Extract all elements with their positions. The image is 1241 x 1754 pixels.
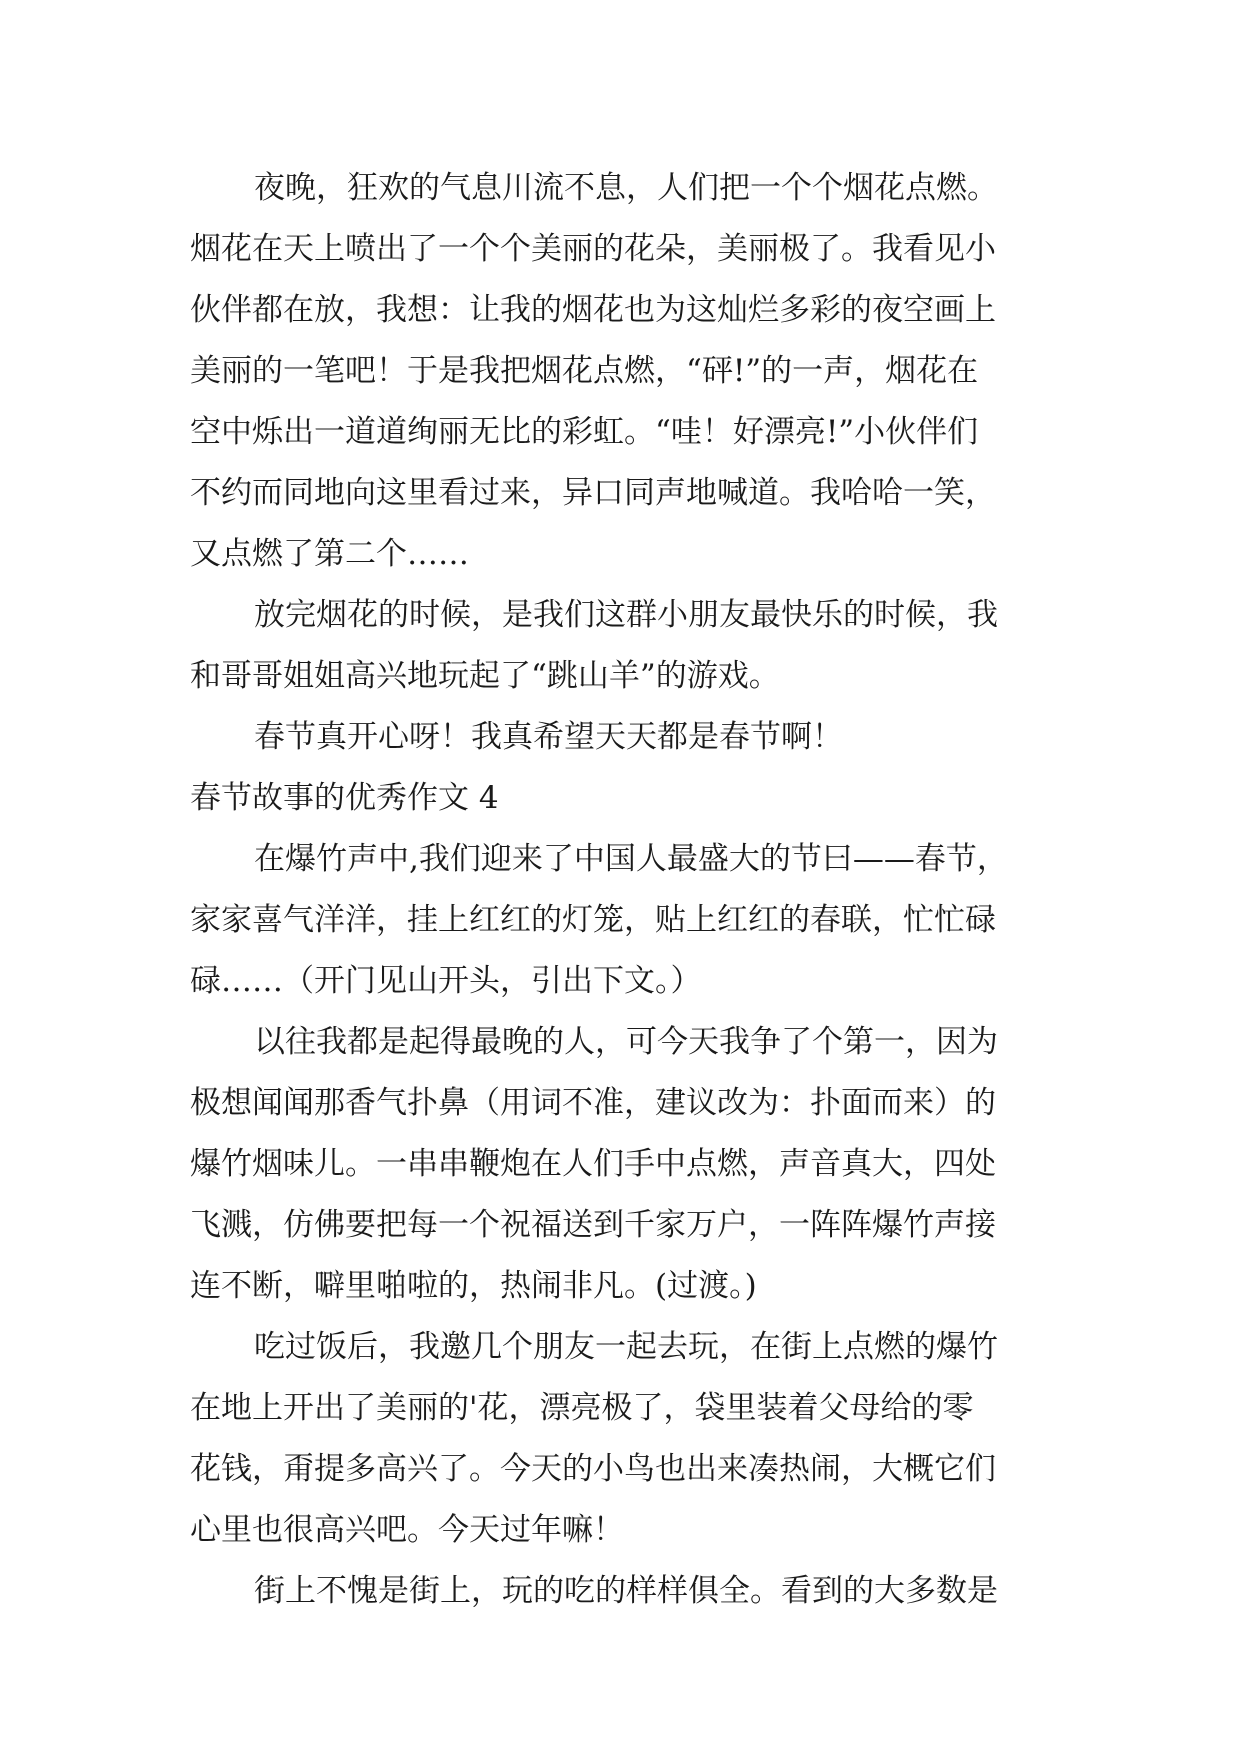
text-line: 夜晚，狂欢的气息川流不息，人们把一个个烟花点燃。 bbox=[254, 170, 998, 206]
text-line: 伙伴都在放，我想：让我的烟花也为这灿烂多彩的夜空画上 bbox=[190, 292, 996, 328]
text-line: 在爆竹声中,我们迎来了中国人最盛大的节曰——春节， bbox=[254, 841, 1008, 877]
text-line: 心里也很高兴吧。今天过年嘛！ bbox=[190, 1512, 624, 1548]
text-line: 放完烟花的时候，是我们这群小朋友最快乐的时候，我 bbox=[254, 597, 998, 633]
text-line: 爆竹烟味儿。一串串鞭炮在人们手中点燃，声音真大，四处 bbox=[190, 1146, 996, 1182]
document-body bbox=[190, 158, 1050, 1622]
text-line: 花钱，甭提多高兴了。今天的小鸟也出来凑热闹，大概它们 bbox=[190, 1451, 996, 1487]
text-line: 极想闻闻那香气扑鼻（用词不准，建议改为：扑面而来）的 bbox=[190, 1085, 996, 1121]
text-line: 吃过饭后，我邀几个朋友一起去玩，在街上点燃的爆竹 bbox=[254, 1329, 998, 1365]
text-line: 连不断，噼里啪啦的，热闹非凡。(过渡。) bbox=[190, 1268, 757, 1304]
text-line: 家家喜气洋洋，挂上红红的灯笼，贴上红红的春联，忙忙碌 bbox=[190, 902, 996, 938]
text-line: 空中烁出一道道绚丽无比的彩虹。“哇！好漂亮!”小伙伴们 bbox=[190, 414, 979, 450]
text-line: 不约而同地向这里看过来，异口同声地喊道。我哈哈一笑， bbox=[190, 475, 996, 511]
text-line: 碌……（开门见山开头，引出下文。） bbox=[190, 963, 702, 999]
text-line: 和哥哥姐姐高兴地玩起了“跳山羊”的游戏。 bbox=[190, 658, 780, 694]
text-line: 烟花在天上喷出了一个个美丽的花朵，美丽极了。我看见小 bbox=[190, 231, 996, 267]
text-line: 街上不愧是街上，玩的吃的样样俱全。看到的大多数是 bbox=[254, 1573, 998, 1609]
text-line: 又点燃了第二个…… bbox=[190, 536, 469, 572]
text-line: 在地上开出了美丽的'花，漂亮极了，袋里装着父母给的零 bbox=[190, 1390, 974, 1426]
text-line: 以往我都是起得最晚的人，可今天我争了个第一，因为 bbox=[254, 1024, 998, 1060]
text-line: 飞溅，仿佛要把每一个祝福送到千家万户，一阵阵爆竹声接 bbox=[190, 1207, 996, 1243]
text-line: 美丽的一笔吧！于是我把烟花点燃，“砰!”的一声，烟花在 bbox=[190, 353, 979, 389]
section-heading: 春节故事的优秀作文 4 bbox=[190, 780, 499, 816]
text-line: 春节真开心呀！我真希望天天都是春节啊！ bbox=[254, 719, 843, 755]
